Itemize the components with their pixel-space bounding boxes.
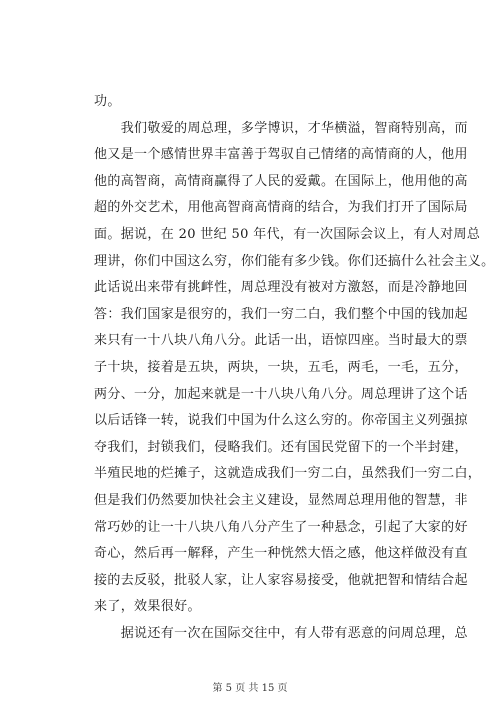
- text-line: 我们敬爱的周总理，多学博识，才华横溢，智商特别高，而: [94, 120, 468, 136]
- page-number: 第 5 页 共 15 页: [212, 683, 288, 694]
- text-line: 半殖民地的烂摊子，这就造成我们一穷二白，虽然我们一穷二白，: [94, 466, 482, 482]
- document-body: [94, 89, 495, 647]
- text-line: 答：我们国家是很穷的，我们一穷二白，我们整个中国的钱加起: [94, 306, 468, 322]
- text-line: 两分、一分，加起来就是一十八块八角八分。周总理讲了这个话: [94, 386, 468, 402]
- text-line: 面。据说，在 20 世纪 50 年代，有一次国际会议上，有人对周总: [94, 226, 481, 242]
- text-line: 来了，效果很好。: [94, 599, 201, 615]
- text-line: 此话说出来带有挑衅性，周总理没有被对方激怒，而是冷静地回: [94, 280, 468, 296]
- text-line: 接的去反驳，批驳人家，让人家容易接受，他就把智和情结合起: [94, 572, 468, 588]
- text-line: 子十块，接着是五块，两块，一块，五毛，两毛，一毛，五分，: [94, 359, 468, 375]
- text-line: 常巧妙的让一十八块八角八分产生了一种悬念，引起了大家的好: [94, 519, 468, 535]
- page-footer: [0, 682, 500, 696]
- text-line: 夺我们，封锁我们，侵略我们。还有国民党留下的一个半封建，: [94, 439, 468, 455]
- text-line: 他的高智商，高情商赢得了人民的爱戴。在国际上，他用他的高: [94, 173, 468, 189]
- text-line: 超的外交艺术，用他高智商高情商的结合，为我们打开了国际局: [94, 200, 468, 216]
- text-line: 据说还有一次在国际交往中，有人带有恶意的问周总理，总: [94, 625, 468, 641]
- text-line: 但是我们仍然要加快社会主义建设，显然周总理用他的智慧，非: [94, 492, 468, 508]
- text-line: 功。: [94, 94, 121, 109]
- text-line: 奇心，然后再一解释，产生一种恍然大悟之感，他这样做没有直: [94, 546, 468, 562]
- text-line: 以后话锋一转，说我们中国为什么这么穷的。你帝国主义列强掠: [94, 413, 468, 429]
- text-line: 来只有一十八块八角八分。此话一出，语惊四座。当时最大的票: [94, 333, 468, 349]
- text-line: 他又是一个感情世界丰富善于驾驭自己情绪的高情商的人，他用: [94, 147, 468, 163]
- text-line: 理讲，你们中国这么穷，你们能有多少钱。你们还搞什么社会主义。: [94, 253, 495, 269]
